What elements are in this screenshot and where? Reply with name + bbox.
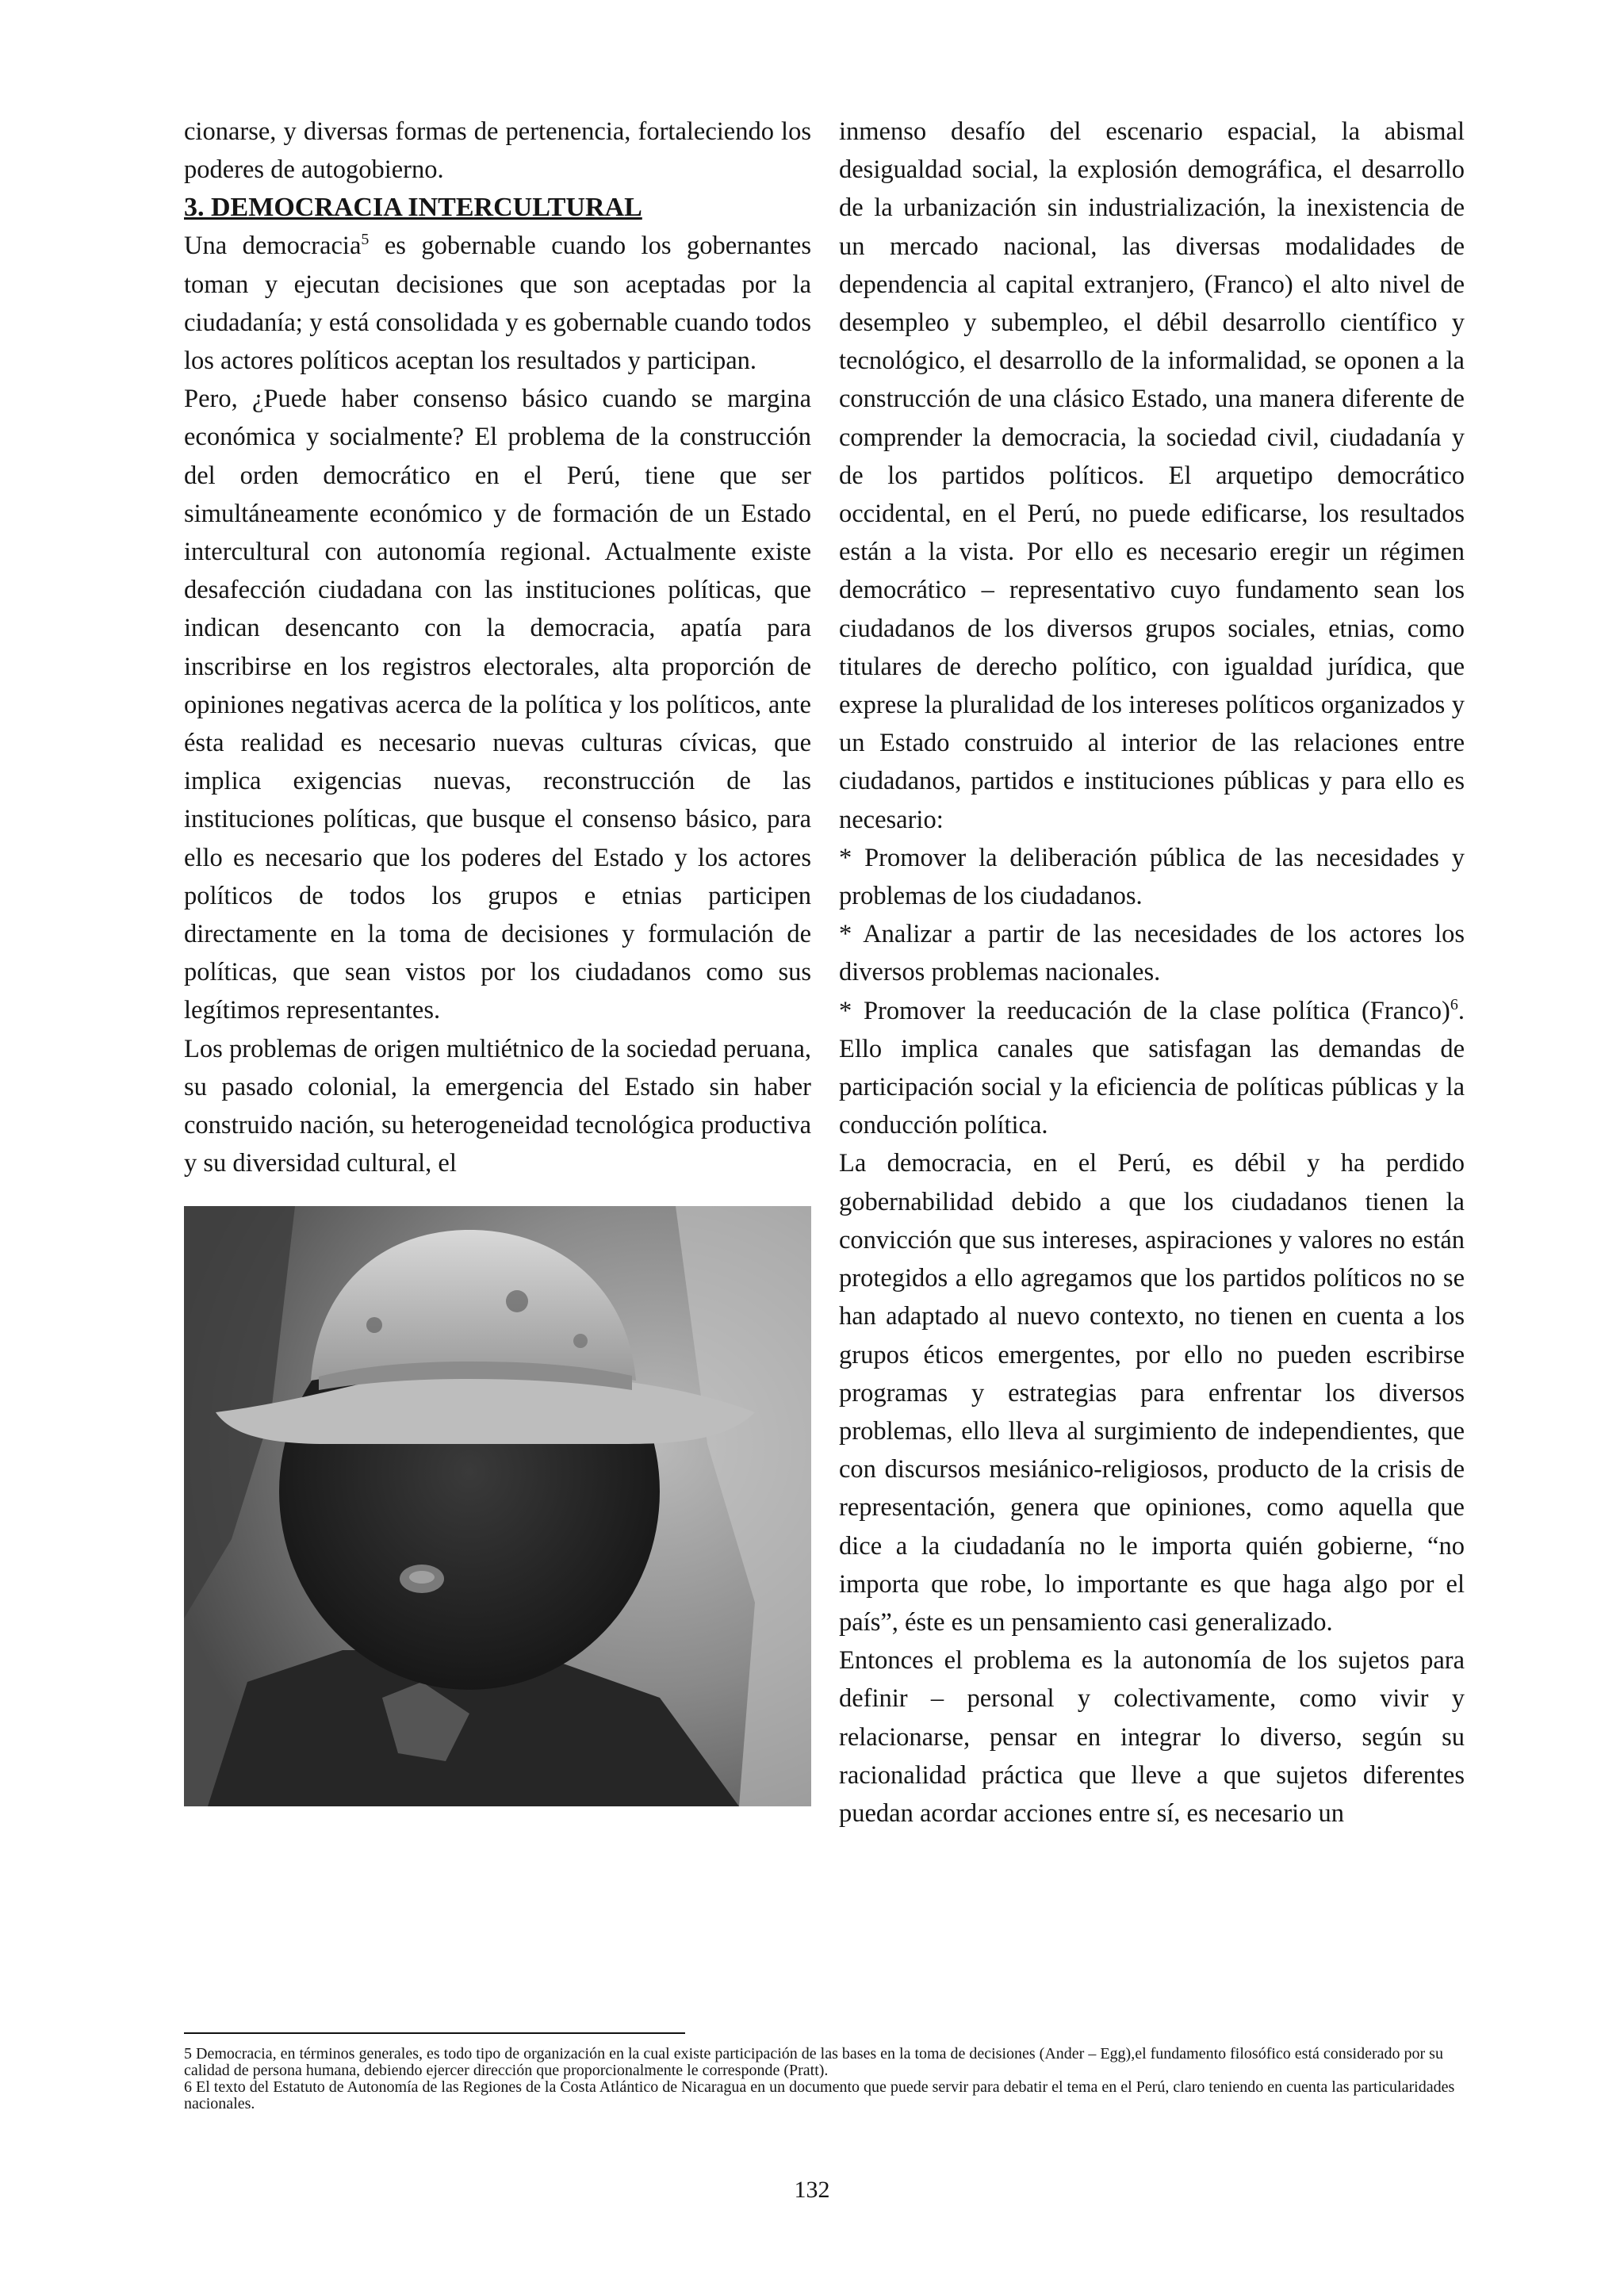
- bullet-text: . Ello implica canales que satisfagan las demandas de participación social y la eficiencia de políticas públicas y la conducción política.: [839, 996, 1465, 1140]
- bullet-item: * Promover la deliberación pública de las necesidades y problemas de los ciudadanos.: [839, 843, 1465, 911]
- body-text: Una democracia: [184, 232, 362, 261]
- page-number: 132: [794, 2177, 830, 2203]
- body-paragraph: Los problemas de origen multiétnico de la sociedad peruana, su pasado colonial, la emergencia del Estado sin haber construido nación, su heterogeneidad tecnológica productiva y su diversidad cultural, el: [184, 1034, 811, 1178]
- body-paragraph: [184, 227, 811, 380]
- footnote-6: 6 El texto del Estatuto de Autonomía de las Regiones de la Costa Atlántico de Nicaragua en un documento que puede servir para debatir el tema en el Perú, claro teniendo en cuenta las particularidades nacionales.: [184, 2078, 1455, 2112]
- footnote-ref-5[interactable]: 5: [361, 231, 370, 249]
- footnote-separator: [184, 2032, 685, 2034]
- bullet-item: * Analizar a partir de las necesidades de los actores los diversos problemas nacionales.: [839, 920, 1465, 987]
- body-paragraph: La democracia, en el Perú, es débil y ha perdido gobernabilidad debido a que los ciudadanos tienen la convicción que sus intereses, aspiraciones y valores no están protegidos a ello agregamos que los partidos políticos no se han adaptado al nuevo contexto, no tienen en cuenta a los grupos éticos emergentes, por ello no pueden escribirse programas y estrategias para enfrentar los diversos problemas, ello lleva al surgimiento de independientes, que con discursos mesiánico-religiosos, producto de la crisis de representación, genera que opiniones, como aquella que dice a la ciudadanía no le importa quién gobierne, “no importa que robe, lo importante es que haga algo por el país”, éste es un pensamiento casi generalizado.: [839, 1149, 1465, 1637]
- section-heading: 3. DEMOCRACIA INTERCULTURAL: [184, 193, 642, 223]
- footnote-ref-6[interactable]: 6: [1450, 995, 1458, 1013]
- body-text: es gobernable cuando los gobernantes toman y ejecutan decisiones que son aceptadas por la ciudadanía; y está consolidada y es gobernable cuando todos los actores políticos aceptan los resultados y participan.: [184, 232, 811, 376]
- photo-person-in-hat: [184, 1206, 811, 1806]
- bullet-text: * Promover la reeducación de la clase política (Franco): [839, 996, 1450, 1025]
- bullet-item: [839, 992, 1465, 1145]
- body-paragraph: inmenso desafío del escenario espacial, la abismal desigualdad social, la explosión demográfica, el desarrollo de la urbanización sin industrialización, la inexistencia de un mercado nacional, las diversas modalidades de dependencia al capital extranjero, (Franco) el alto nivel de desempleo y subempleo, el débil desarrollo científico y tecnológico, el desarrollo de la informalidad, se oponen a la construcción de una clásico Estado, una manera diferente de comprender la democracia, la sociedad civil, ciudadanía y de los partidos políticos. El arquetipo democrático occidental, en el Perú, no puede edificarse, los resultados están a la vista. Por ello es necesario eregir un régimen democrático – representativo cuyo fundamento sean los ciudadanos de los diversos grupos sociales, etnias, como titulares de derecho político, con igualdad jurídica, que exprese la pluralidad de los intereses políticos organizados y un Estado construido al interior de las relaciones entre ciudadanos, partidos e instituciones públicas y para ello es necesario:: [839, 117, 1465, 834]
- intro-paragraph: cionarse, y diversas formas de pertenencia, fortaleciendo los poderes de autogobierno.: [184, 117, 811, 185]
- body-paragraph: Pero, ¿Puede haber consenso básico cuando se margina económica y socialmente? El problema de la construcción del orden democrático en el Perú, tiene que ser simultáneamente económico y de formación de un Estado intercultural con autonomía regional. Actualmente existe desafección ciudadana con las instituciones políticas, que indican desencanto con la democracia, apatía para inscribirse en los registros electorales, alta proporción de opiniones negativas acerca de la política y los políticos, ante ésta realidad es necesario nuevas culturas cívicas, que implica exigencias nuevas, reconstrucción de las instituciones políticas, que busque el consenso básico, para ello es necesario que los poderes del Estado y los actores políticos de todos los grupos e etnias participen directamente en la toma de decisiones y formulación de políticas, que sean vistos por los ciudadanos como sus legítimos representantes.: [184, 385, 811, 1025]
- body-paragraph: Entonces el problema es la autonomía de los sujetos para definir – personal y colectivamente, como vivir y relacionarse, pensar en integrar lo diverso, según su racionalidad práctica que lleve a que sujetos diferentes puedan acordar acciones entre sí, es necesario un: [839, 1646, 1465, 1828]
- right-column: [839, 113, 1465, 1833]
- photo-illustration: [184, 1206, 811, 1806]
- footnote-5: 5 Democracia, en términos generales, es todo tipo de organización en la cual existe participación de las bases en la toma de decisiones (Ander – Egg),el fundamento filosófico está considerado por su calidad de persona humana, debiendo ejercer dirección que proporcionalmente le corresponde (Pratt).: [184, 2045, 1443, 2079]
- left-column: [184, 113, 811, 1806]
- footnotes: [184, 2046, 1465, 2112]
